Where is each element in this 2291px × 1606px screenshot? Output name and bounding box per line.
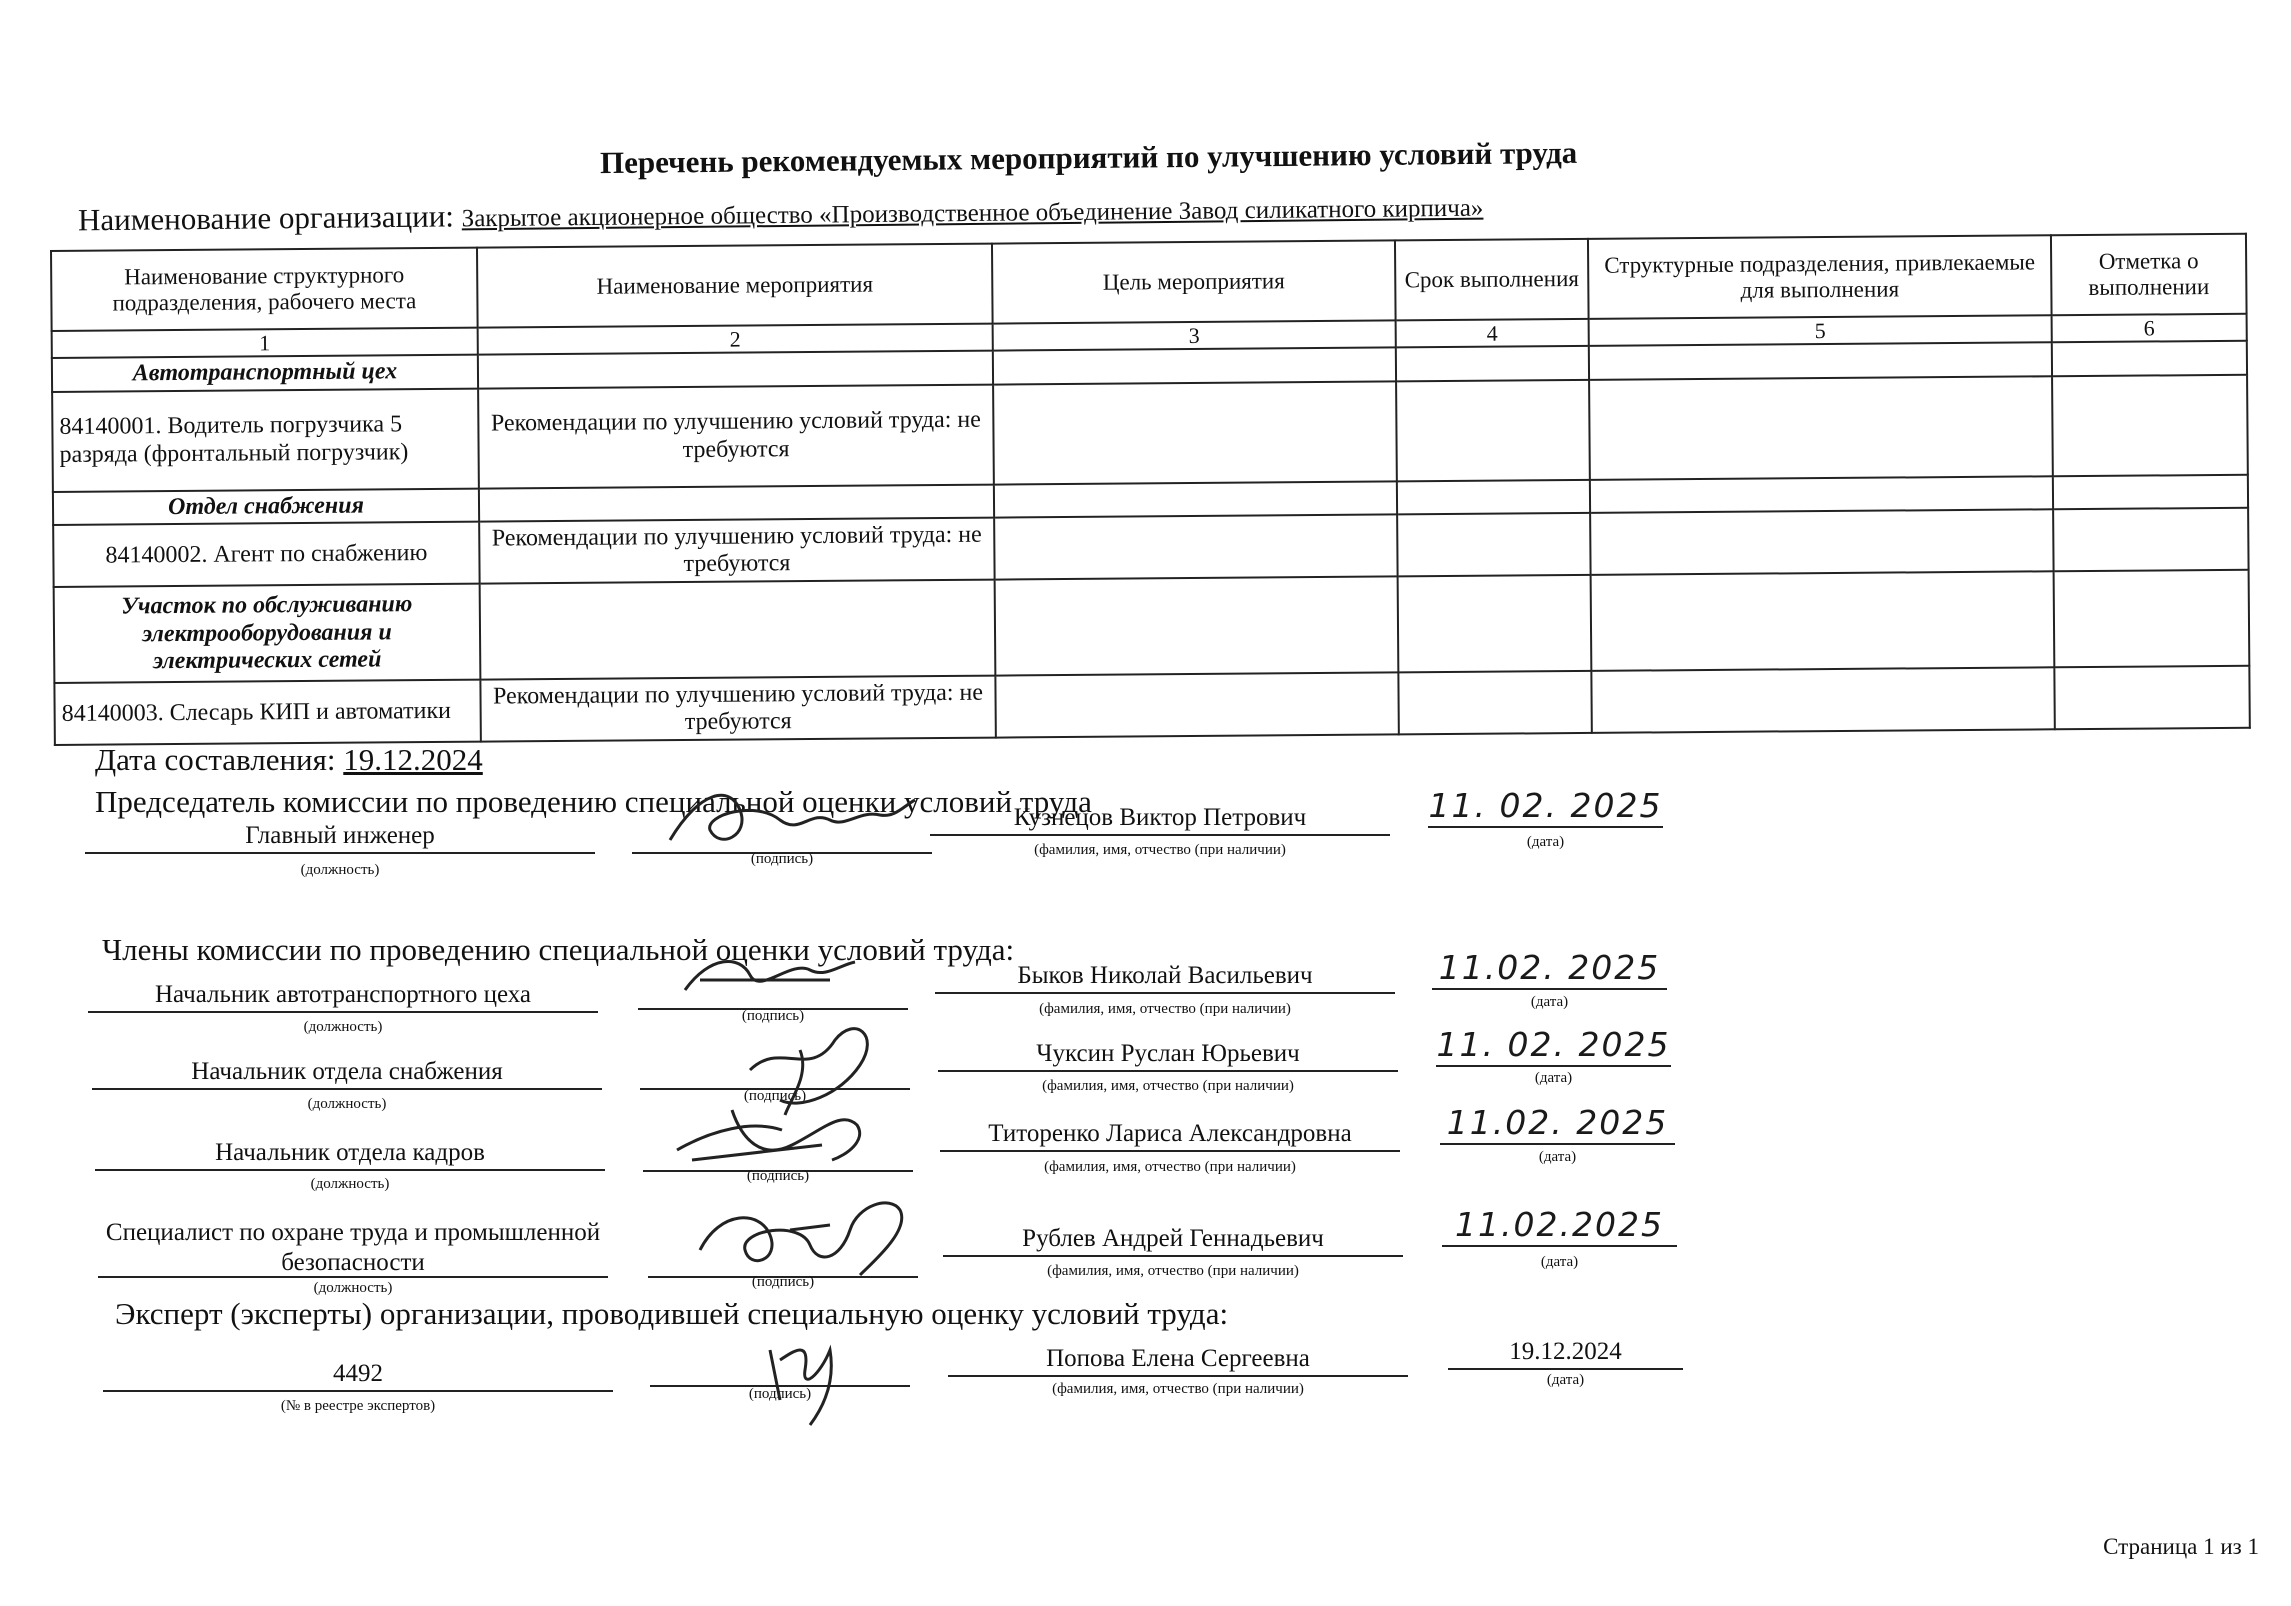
column-header: Наименование структурного подразделения, рабочего места <box>51 248 478 331</box>
member-name: Быков Николай Васильевич <box>935 962 1395 994</box>
member-position: Начальник отдела снабжения <box>92 1058 602 1090</box>
fio-caption: (фамилия, имя, отчество (при наличии) <box>1052 1381 1304 1397</box>
registry-caption: (№ в реестре экспертов) <box>280 1398 436 1414</box>
date-caption: (дата) <box>1538 1149 1577 1165</box>
column-number: 4 <box>1396 319 1589 348</box>
expert-date: 19.12.2024 <box>1448 1338 1683 1370</box>
expert-name: Попова Елена Сергеевна <box>948 1345 1408 1377</box>
position-caption: (должность) <box>307 1096 387 1112</box>
chair-heading: Председатель комиссии по проведению специальной оценки условий труда <box>95 784 1092 819</box>
measure-cell: Рекомендации по улучшению условий труда: не требуются <box>478 384 994 488</box>
page-footer: Страница 1 из 1 <box>2103 1534 2259 1559</box>
member-name: Чуксин Руслан Юрьевич <box>938 1040 1398 1072</box>
column-header: Срок выполнения <box>1395 239 1589 321</box>
member-name: Рублев Андрей Геннадьевич <box>943 1225 1403 1257</box>
chair-date: 11. 02. 2025 <box>1428 786 1663 828</box>
member-position: Специалист по охране труда и промышленной безопасности <box>105 1219 601 1276</box>
signature-caption: (подпись) <box>748 1386 812 1402</box>
position-caption: (должность) <box>313 1280 393 1296</box>
workplace-cell: 84140002. Агент по снабжению <box>53 522 479 587</box>
date-caption: (дата) <box>1530 994 1569 1010</box>
organization-name: Закрытое акционерное общество «Производственное объединение Завод силикатного кирпича» <box>461 194 1484 233</box>
column-header: Наименование мероприятия <box>477 244 993 328</box>
member-signature <box>680 950 860 1005</box>
expert-signature <box>750 1320 860 1430</box>
members-heading: Члены комиссии по проведению специальной оценки условий труда: <box>102 932 1015 967</box>
signature-caption: (подпись) <box>751 1274 815 1290</box>
section-title: Участок по обслуживанию электрооборудования и электрических сетей <box>54 584 481 683</box>
member-name: Титоренко Лариса Александровна <box>940 1120 1400 1152</box>
section-row <box>54 570 2250 683</box>
signature-caption: (подпись) <box>746 1168 810 1184</box>
column-number: 3 <box>993 320 1396 350</box>
position-caption: (должность) <box>310 1176 390 1192</box>
compilation-date-label: Дата составления: <box>95 742 336 777</box>
measure-cell: Рекомендации по улучшению условий труда: не требуются <box>479 518 994 584</box>
workplace-cell: 84140001. Водитель погрузчика 5 разряда (фронтальный погрузчик) <box>52 389 479 492</box>
chair-position: Главный инженер <box>85 822 595 854</box>
fio-caption: (фамилия, имя, отчество (при наличии) <box>1034 842 1286 858</box>
section-title: Отдел снабжения <box>53 489 479 526</box>
fio-caption: (фамилия, имя, отчество (при наличии) <box>1047 1263 1299 1279</box>
position-caption: (должность) <box>300 862 380 878</box>
section-title: Автотранспортный цех <box>52 355 478 392</box>
date-caption: (дата) <box>1540 1254 1579 1270</box>
column-number: 2 <box>478 324 993 355</box>
column-number: 5 <box>1589 315 2052 346</box>
measure-cell: Рекомендации по улучшению условий труда: не требуются <box>480 676 995 742</box>
fio-caption: (фамилия, имя, отчество (при наличии) <box>1044 1159 1296 1175</box>
organization-label: Наименование организации: <box>77 198 455 238</box>
chair-signature <box>660 780 920 855</box>
member-date: 11. 02. 2025 <box>1436 1025 1671 1067</box>
column-header: Цель мероприятия <box>992 240 1396 323</box>
member-signature <box>672 1100 892 1170</box>
date-caption: (дата) <box>1526 834 1565 850</box>
date-caption: (дата) <box>1546 1372 1585 1388</box>
workplace-cell: 84140003. Слесарь КИП и автоматики <box>54 680 480 745</box>
organization-line <box>78 188 1484 239</box>
fio-caption: (фамилия, имя, отчество (при наличии) <box>1039 1001 1291 1017</box>
expert-registry-number: 4492 <box>103 1360 613 1392</box>
member-date: 11.02. 2025 <box>1432 948 1667 990</box>
date-caption: (дата) <box>1534 1070 1573 1086</box>
table-row <box>52 375 2248 492</box>
column-header: Отметка о выполнении <box>2051 234 2247 316</box>
measures-table <box>50 233 2251 747</box>
chair-name: Кузнецов Виктор Петрович <box>930 804 1390 836</box>
column-header: Структурные подразделения, привлекаемые для выполнения <box>1588 235 2052 319</box>
compilation-date-value: 19.12.2024 <box>343 742 483 777</box>
member-position: Начальник автотранспортного цеха <box>88 981 598 1013</box>
position-caption: (должность) <box>303 1019 383 1035</box>
signature-caption: (подпись) <box>750 851 814 867</box>
expert-heading: Эксперт (эксперты) организации, проводившей специальную оценку условий труда: <box>115 1296 1229 1331</box>
signature-caption: (подпись) <box>743 1088 807 1104</box>
column-number: 6 <box>2052 314 2247 343</box>
member-signature <box>690 1190 930 1285</box>
column-number: 1 <box>52 328 478 359</box>
compilation-date <box>95 742 483 778</box>
member-date: 11.02.2025 <box>1442 1205 1677 1247</box>
fio-caption: (фамилия, имя, отчество (при наличии) <box>1042 1078 1294 1094</box>
member-date: 11.02. 2025 <box>1440 1103 1675 1145</box>
member-position-line <box>98 1256 608 1278</box>
document-title: Перечень рекомендуемых мероприятий по улучшению условий труда <box>599 134 1578 181</box>
signature-caption: (подпись) <box>741 1008 805 1024</box>
member-position: Начальник отдела кадров <box>95 1139 605 1171</box>
